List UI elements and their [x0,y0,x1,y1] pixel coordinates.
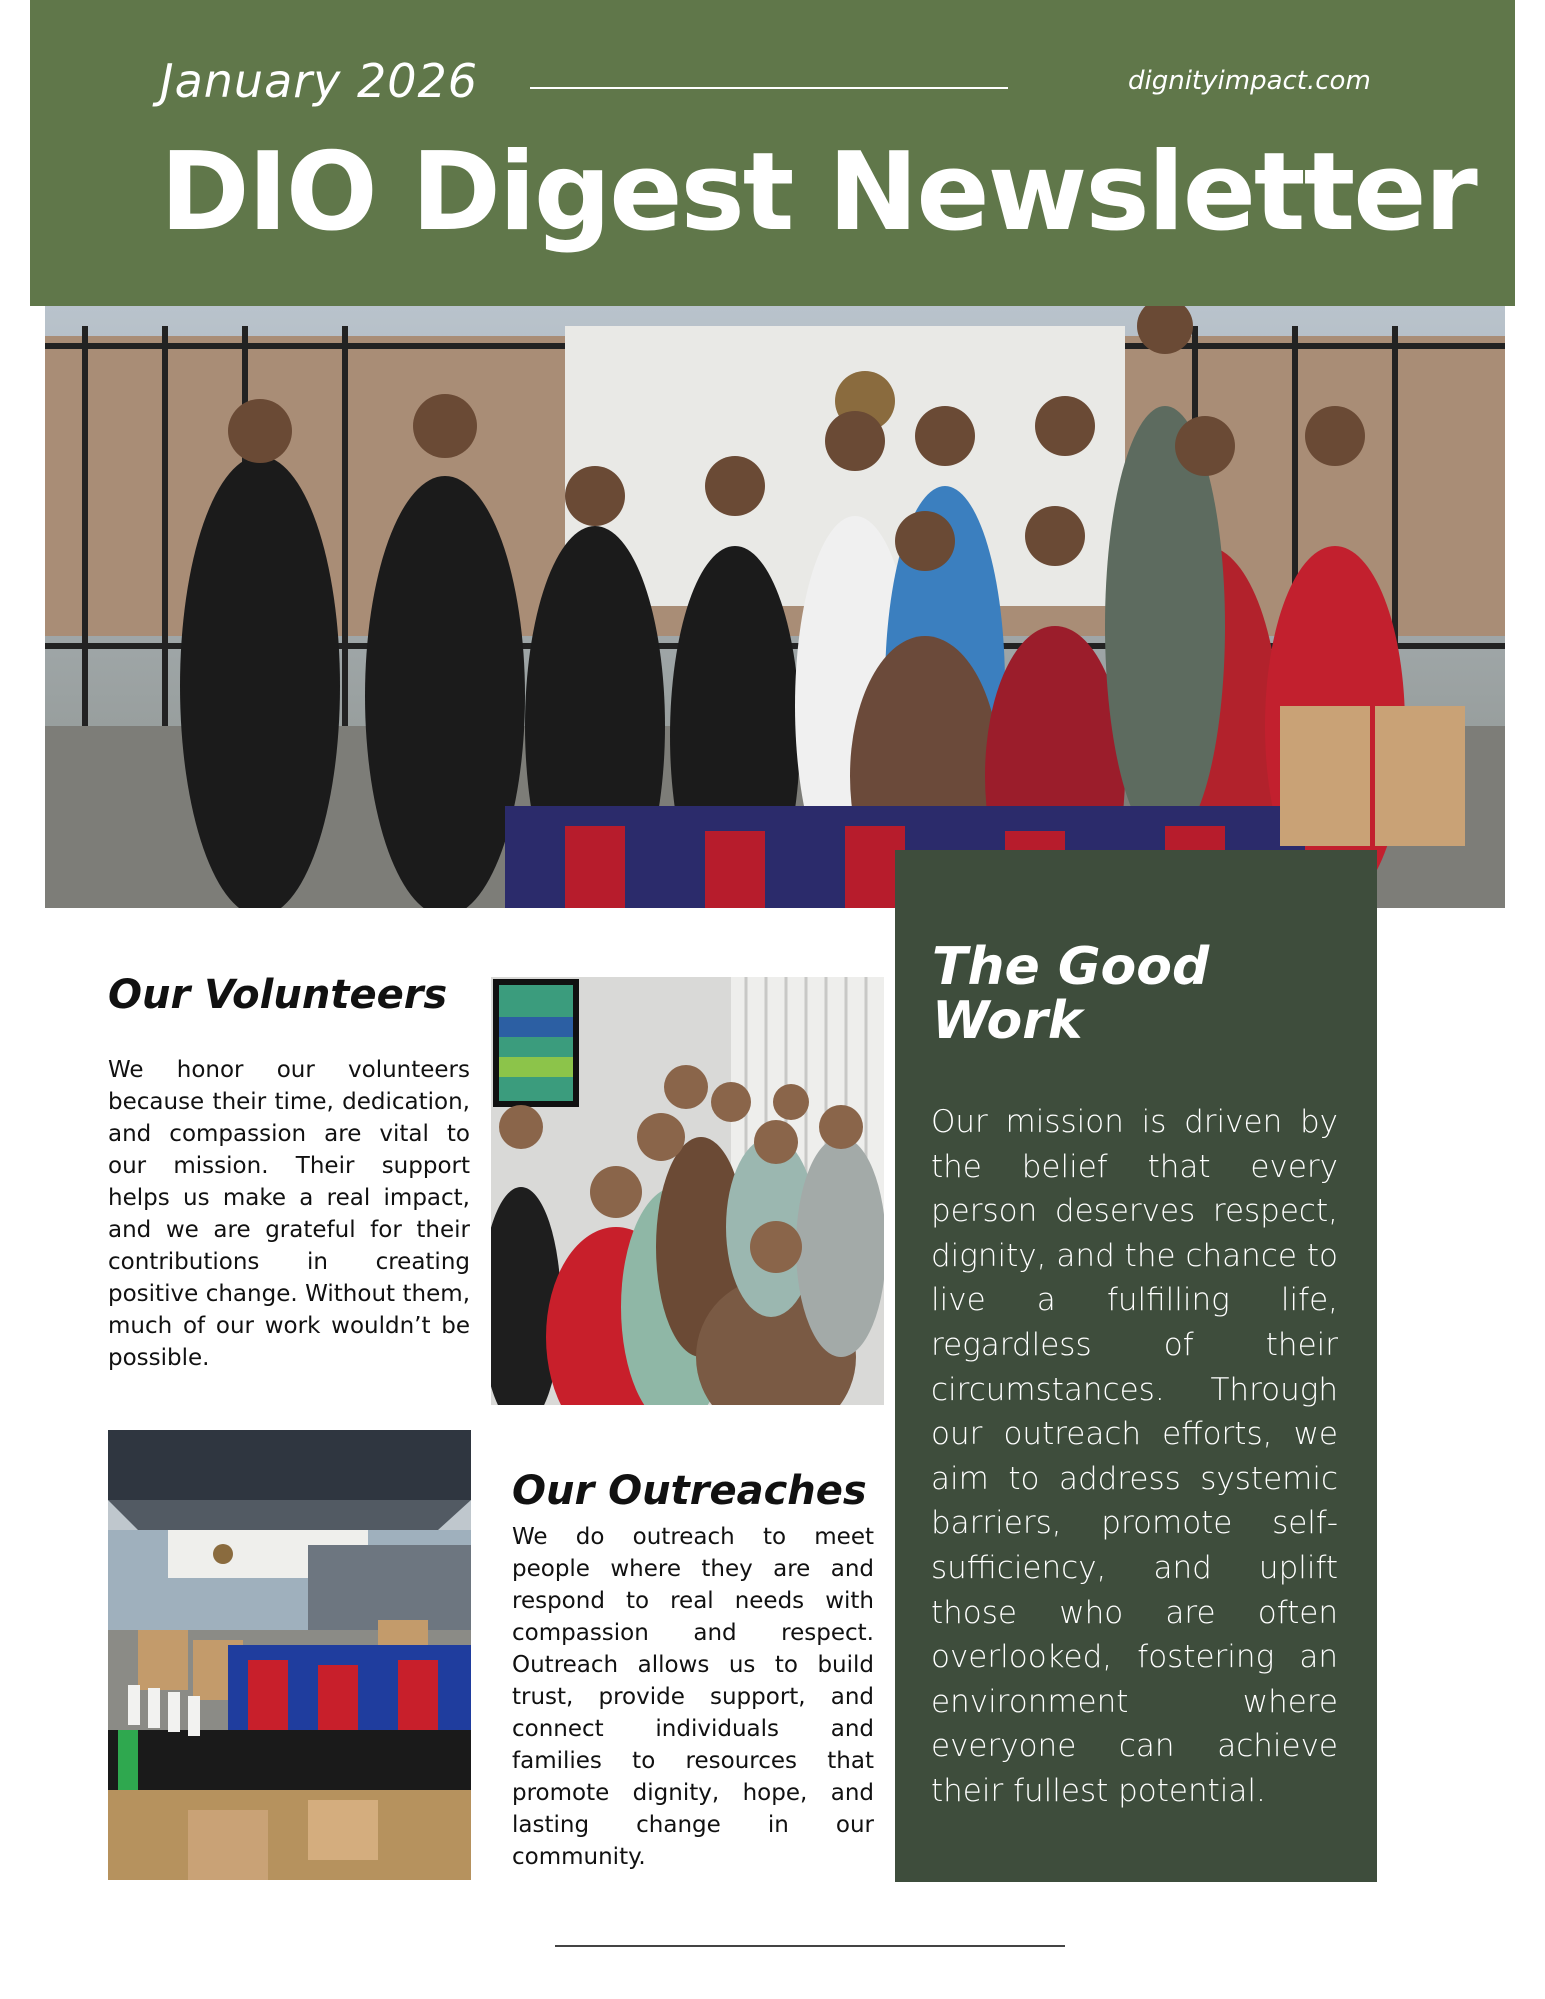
header-divider [530,87,1008,89]
good-work-text: Our mission is driven by the belief that every person deserves respect, dignity, and the chance to live a fulfilling life, regardless of their circumstances. Through our outreach efforts, we aim to address systemic barriers, promote self-sufficiency, and uplift those who are often overlooked, fostering an environment where everyone can achieve their fullest potential. [931,1104,1338,1809]
newsletter-header [30,0,1515,306]
website-link[interactable]: dignityimpact.com [1128,66,1371,96]
volunteers-heading: Our Volunteers [108,972,448,1018]
outreach-photo [108,1430,471,1880]
footer-divider [555,1945,1065,1947]
hero-group-photo [45,306,1505,908]
outreaches-heading: Our Outreaches [512,1468,867,1514]
newsletter-title: DIO Digest Newsletter [160,130,1476,255]
outreaches-text: We do outreach to meet people where they are and respond to real needs with compassion and respect. Outreach allows us to build trust, provide support, and connect individuals and families to resources that promote dignity, hope, and lasting change in our community. [512,1524,874,1870]
issue-date: January 2026 [160,54,479,108]
good-work-heading: The Good Work [932,937,1210,1051]
volunteers-photo [491,977,884,1405]
good-work-panel [895,850,1377,1882]
volunteers-text: We honor our volunteers because their time, dedication, and compassion are vital to our mission. Their support helps us make a real impact, and we are grateful for their contributions in creating positive change. Without them, much of our work wouldn’t be possible. [108,1057,470,1371]
